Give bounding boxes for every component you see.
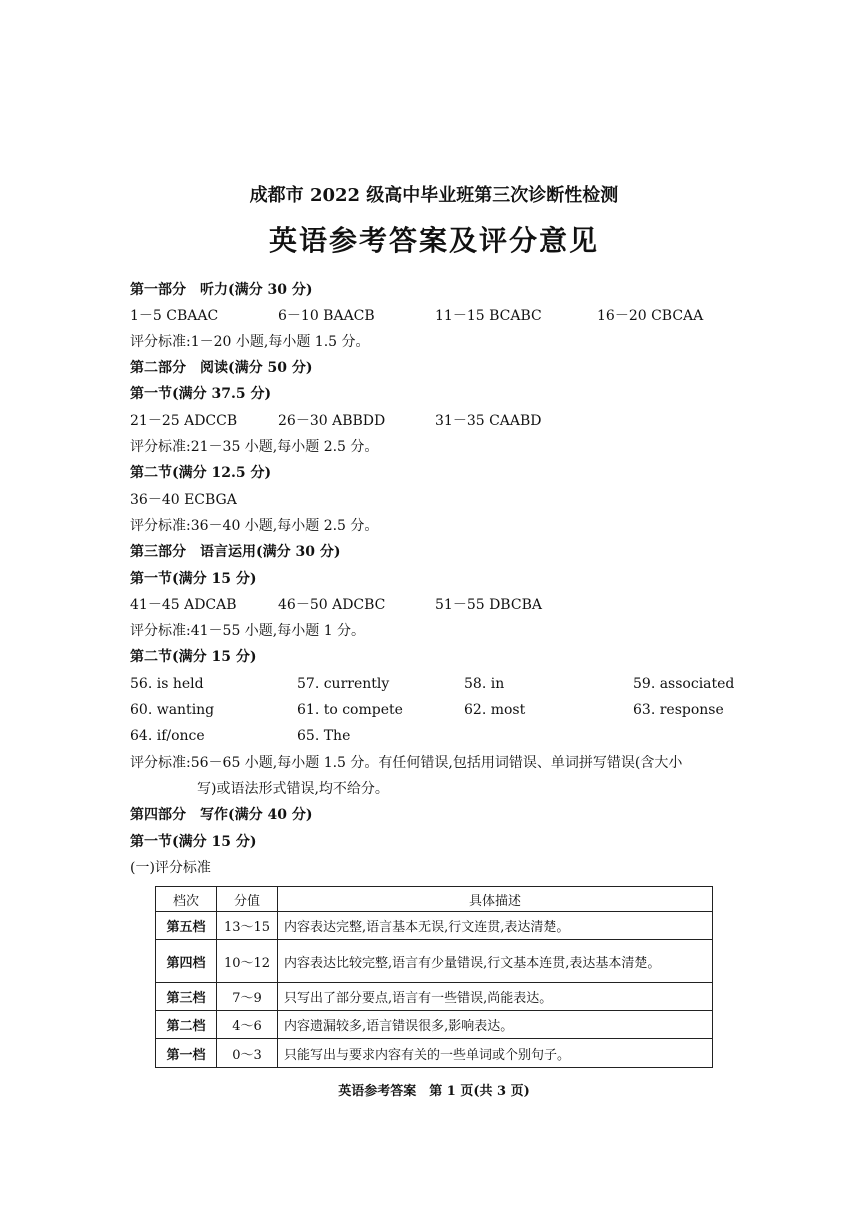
part2-section2-criteria: 评分标准:36－40 小题,每小题 2.5 分。 bbox=[130, 518, 379, 534]
fill-answer: 63. response bbox=[633, 702, 724, 718]
page-title: 英语参考答案及评分意见 bbox=[268, 224, 599, 257]
answer-group: 1－5 CBAAC bbox=[130, 308, 219, 324]
level-cell: 第五档 bbox=[156, 912, 217, 940]
answer-group: 21－25 ADCCB bbox=[130, 413, 238, 429]
table-row bbox=[156, 912, 713, 940]
part3-section2-heading: 第二节(满分 15 分) bbox=[130, 649, 257, 665]
description-cell: 内容表达完整,语言基本无误,行文连贯,表达清楚。 bbox=[278, 912, 713, 940]
exam-subtitle: 成都市 2022 级高中毕业班第三次诊断性检测 bbox=[249, 185, 619, 206]
fill-answer: 57. currently bbox=[297, 676, 390, 692]
table-header: 具体描述 bbox=[278, 887, 713, 912]
table-row bbox=[156, 940, 713, 983]
scoring-table bbox=[155, 886, 713, 1068]
part2-section1-heading: 第一节(满分 37.5 分) bbox=[130, 386, 272, 402]
score-cell: 0～3 bbox=[217, 1039, 278, 1068]
table-row bbox=[156, 1039, 713, 1068]
part2-heading: 第二部分 阅读(满分 50 分) bbox=[130, 360, 313, 376]
part3-section1-heading: 第一节(满分 15 分) bbox=[130, 571, 257, 587]
answer-group: 6－10 BAACB bbox=[278, 308, 375, 324]
table-row bbox=[156, 983, 713, 1011]
answer-group: 46－50 ADCBC bbox=[278, 597, 386, 613]
answer-group: 11－15 BCABC bbox=[435, 308, 542, 324]
score-cell: 7～9 bbox=[217, 983, 278, 1011]
answer-group: 36－40 ECBGA bbox=[130, 492, 237, 508]
part3-section2-criteria-line2: 写)或语法形式错误,均不给分。 bbox=[197, 781, 389, 797]
fill-answer: 58. in bbox=[464, 676, 505, 692]
part2-section1-criteria: 评分标准:21－35 小题,每小题 2.5 分。 bbox=[130, 439, 379, 455]
answer-group: 16－20 CBCAA bbox=[597, 308, 704, 324]
level-cell: 第四档 bbox=[156, 940, 217, 983]
fill-answer: 62. most bbox=[464, 702, 526, 718]
table-header: 分值 bbox=[217, 887, 278, 912]
part4-section1-subheading: (一)评分标准 bbox=[130, 860, 211, 876]
table-header: 档次 bbox=[156, 887, 217, 912]
fill-answer: 60. wanting bbox=[130, 702, 215, 718]
part4-heading: 第四部分 写作(满分 40 分) bbox=[130, 807, 313, 823]
answer-group: 41－45 ADCAB bbox=[130, 597, 237, 613]
level-cell: 第二档 bbox=[156, 1011, 217, 1039]
fill-answer: 59. associated bbox=[633, 676, 735, 692]
score-cell: 13～15 bbox=[217, 912, 278, 940]
part2-section2-heading: 第二节(满分 12.5 分) bbox=[130, 465, 272, 481]
fill-answer: 56. is held bbox=[130, 676, 204, 692]
part3-section2-criteria-line1: 评分标准:56－65 小题,每小题 1.5 分。有任何错误,包括用词错误、单词拼写错误(含大小 bbox=[130, 755, 683, 771]
description-cell: 只写出了部分要点,语言有一些错误,尚能表达。 bbox=[278, 983, 713, 1011]
part3-heading: 第三部分 语言运用(满分 30 分) bbox=[130, 544, 341, 560]
score-cell: 4～6 bbox=[217, 1011, 278, 1039]
answer-group: 51－55 DBCBA bbox=[435, 597, 542, 613]
description-cell: 只能写出与要求内容有关的一些单词或个别句子。 bbox=[278, 1039, 713, 1068]
table-row bbox=[156, 1011, 713, 1039]
page-footer: 英语参考答案 第 1 页(共 3 页) bbox=[338, 1084, 530, 1099]
table-header-row bbox=[156, 887, 713, 912]
description-cell: 内容表达比较完整,语言有少量错误,行文基本连贯,表达基本清楚。 bbox=[278, 940, 713, 983]
part4-section1-heading: 第一节(满分 15 分) bbox=[130, 834, 257, 850]
score-cell: 10～12 bbox=[217, 940, 278, 983]
level-cell: 第一档 bbox=[156, 1039, 217, 1068]
answer-group: 26－30 ABBDD bbox=[278, 413, 386, 429]
part1-criteria: 评分标准:1－20 小题,每小题 1.5 分。 bbox=[130, 334, 370, 350]
fill-answer: 61. to compete bbox=[297, 702, 403, 718]
level-cell: 第三档 bbox=[156, 983, 217, 1011]
fill-answer: 65. The bbox=[297, 728, 351, 744]
description-cell: 内容遗漏较多,语言错误很多,影响表达。 bbox=[278, 1011, 713, 1039]
part1-heading: 第一部分 听力(满分 30 分) bbox=[130, 282, 313, 298]
fill-answer: 64. if/once bbox=[130, 728, 205, 744]
part3-section1-criteria: 评分标准:41－55 小题,每小题 1 分。 bbox=[130, 623, 366, 639]
answer-group: 31－35 CAABD bbox=[435, 413, 542, 429]
